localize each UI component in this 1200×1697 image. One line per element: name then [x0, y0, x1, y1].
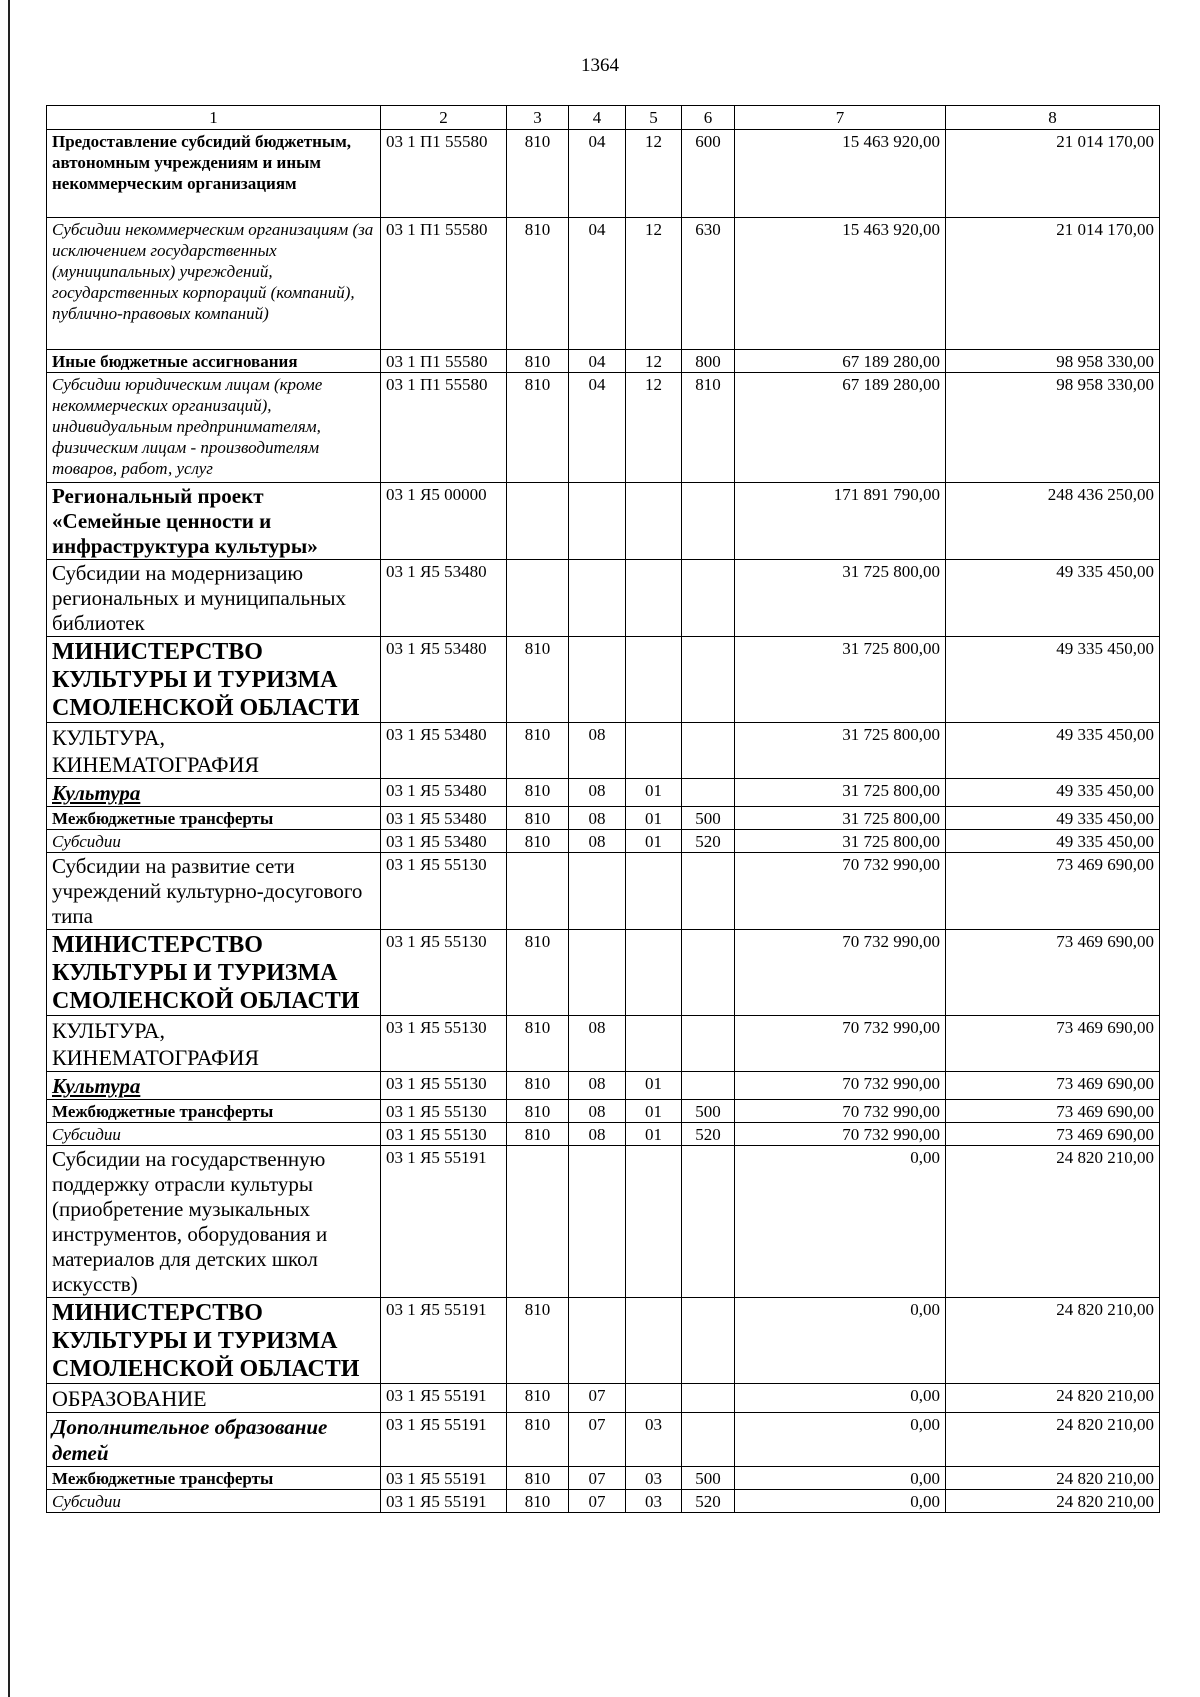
cell-section: 08	[569, 1100, 626, 1123]
cell-section	[569, 483, 626, 560]
cell-section: 07	[569, 1413, 626, 1467]
cell-target-article: 03 1 Я5 55191	[381, 1413, 507, 1467]
cell-name: ОБРАЗОВАНИЕ	[47, 1384, 381, 1413]
cell-grbs: 810	[507, 1016, 569, 1072]
cell-expense-type	[682, 1016, 735, 1072]
cell-amount-year1: 15 463 920,00	[735, 130, 946, 218]
cell-target-article: 03 1 Я5 00000	[381, 483, 507, 560]
cell-section	[569, 930, 626, 1016]
cell-subsection	[626, 1016, 682, 1072]
cell-subsection	[626, 1298, 682, 1384]
cell-name: МИНИСТЕРСТВО КУЛЬТУРЫ И ТУРИЗМА СМОЛЕНСКОЙ ОБЛАСТИ	[47, 637, 381, 723]
cell-subsection	[626, 483, 682, 560]
table-row	[47, 779, 1160, 807]
cell-expense-type: 500	[682, 1100, 735, 1123]
cell-grbs: 810	[507, 1298, 569, 1384]
cell-amount-year1: 31 725 800,00	[735, 779, 946, 807]
cell-name: Межбюджетные трансферты	[47, 1100, 381, 1123]
cell-name: Субсидии на модернизацию региональных и муниципальных библиотек	[47, 560, 381, 637]
cell-grbs: 810	[507, 1123, 569, 1146]
cell-grbs: 810	[507, 930, 569, 1016]
cell-grbs: 810	[507, 130, 569, 218]
cell-subsection: 12	[626, 373, 682, 483]
cell-name: КУЛЬТУРА, КИНЕМАТОГРАФИЯ	[47, 723, 381, 779]
cell-section	[569, 1146, 626, 1298]
cell-target-article: 03 1 Я5 55191	[381, 1146, 507, 1298]
cell-amount-year2: 73 469 690,00	[946, 930, 1160, 1016]
cell-target-article: 03 1 П1 55580	[381, 218, 507, 350]
cell-amount-year2: 24 820 210,00	[946, 1384, 1160, 1413]
cell-amount-year1: 31 725 800,00	[735, 637, 946, 723]
cell-amount-year2: 24 820 210,00	[946, 1490, 1160, 1513]
cell-section: 08	[569, 1072, 626, 1100]
cell-section: 08	[569, 723, 626, 779]
table-row	[47, 350, 1160, 373]
cell-subsection: 12	[626, 350, 682, 373]
cell-grbs: 810	[507, 637, 569, 723]
cell-expense-type: 630	[682, 218, 735, 350]
cell-amount-year1: 70 732 990,00	[735, 1072, 946, 1100]
table-row	[47, 807, 1160, 830]
cell-expense-type: 520	[682, 1123, 735, 1146]
cell-target-article: 03 1 П1 55580	[381, 350, 507, 373]
cell-name: МИНИСТЕРСТВО КУЛЬТУРЫ И ТУРИЗМА СМОЛЕНСКОЙ ОБЛАСТИ	[47, 930, 381, 1016]
cell-amount-year1: 0,00	[735, 1413, 946, 1467]
cell-amount-year2: 49 335 450,00	[946, 560, 1160, 637]
cell-target-article: 03 1 Я5 55130	[381, 1123, 507, 1146]
cell-subsection: 12	[626, 218, 682, 350]
cell-amount-year2: 73 469 690,00	[946, 1072, 1160, 1100]
cell-amount-year2: 49 335 450,00	[946, 779, 1160, 807]
cell-amount-year2: 248 436 250,00	[946, 483, 1160, 560]
cell-name: Региональный проект «Семейные ценности и инфраструктура культуры»	[47, 483, 381, 560]
cell-name: Субсидии	[47, 1123, 381, 1146]
table-row	[47, 1123, 1160, 1146]
cell-section: 08	[569, 779, 626, 807]
col-header: 7	[735, 106, 946, 130]
cell-amount-year1: 70 732 990,00	[735, 1016, 946, 1072]
cell-name: Субсидии на государственную поддержку отрасли культуры (приобретение музыкальных инструментов, оборудования и материалов для детских школ искусств)	[47, 1146, 381, 1298]
cell-grbs	[507, 1146, 569, 1298]
table-row	[47, 483, 1160, 560]
cell-expense-type	[682, 779, 735, 807]
cell-amount-year2: 49 335 450,00	[946, 830, 1160, 853]
cell-grbs: 810	[507, 1100, 569, 1123]
cell-expense-type	[682, 853, 735, 930]
cell-section: 07	[569, 1467, 626, 1490]
cell-section: 04	[569, 130, 626, 218]
cell-section: 08	[569, 807, 626, 830]
cell-amount-year2: 21 014 170,00	[946, 130, 1160, 218]
col-header: 5	[626, 106, 682, 130]
cell-grbs: 810	[507, 1413, 569, 1467]
table-row	[47, 560, 1160, 637]
cell-target-article: 03 1 Я5 55130	[381, 1016, 507, 1072]
table-row	[47, 1100, 1160, 1123]
cell-target-article: 03 1 Я5 53480	[381, 723, 507, 779]
table-row	[47, 1413, 1160, 1467]
cell-subsection	[626, 723, 682, 779]
cell-subsection: 01	[626, 807, 682, 830]
cell-amount-year1: 31 725 800,00	[735, 830, 946, 853]
cell-section: 08	[569, 1016, 626, 1072]
cell-name: КУЛЬТУРА, КИНЕМАТОГРАФИЯ	[47, 1016, 381, 1072]
table-row	[47, 1072, 1160, 1100]
cell-name: Иные бюджетные ассигнования	[47, 350, 381, 373]
cell-grbs: 810	[507, 1384, 569, 1413]
cell-grbs	[507, 560, 569, 637]
cell-subsection: 03	[626, 1467, 682, 1490]
cell-amount-year1: 70 732 990,00	[735, 853, 946, 930]
cell-expense-type	[682, 1413, 735, 1467]
cell-name: МИНИСТЕРСТВО КУЛЬТУРЫ И ТУРИЗМА СМОЛЕНСКОЙ ОБЛАСТИ	[47, 1298, 381, 1384]
cell-expense-type	[682, 930, 735, 1016]
cell-subsection: 01	[626, 1123, 682, 1146]
cell-section	[569, 853, 626, 930]
cell-amount-year2: 49 335 450,00	[946, 807, 1160, 830]
col-header: 2	[381, 106, 507, 130]
cell-expense-type: 600	[682, 130, 735, 218]
cell-subsection: 12	[626, 130, 682, 218]
cell-subsection: 01	[626, 1100, 682, 1123]
cell-subsection	[626, 1384, 682, 1413]
cell-amount-year1: 67 189 280,00	[735, 350, 946, 373]
col-header: 4	[569, 106, 626, 130]
col-header: 6	[682, 106, 735, 130]
cell-expense-type	[682, 723, 735, 779]
cell-name: Предоставление субсидий бюджетным, автономным учреждениям и иным некоммерческим организациям	[47, 130, 381, 218]
table-row	[47, 723, 1160, 779]
cell-grbs: 810	[507, 830, 569, 853]
cell-expense-type	[682, 1384, 735, 1413]
table-row	[47, 1384, 1160, 1413]
table-row	[47, 218, 1160, 350]
cell-subsection: 01	[626, 779, 682, 807]
cell-subsection: 03	[626, 1490, 682, 1513]
cell-subsection: 03	[626, 1413, 682, 1467]
cell-amount-year2: 49 335 450,00	[946, 723, 1160, 779]
cell-subsection	[626, 853, 682, 930]
cell-amount-year1: 70 732 990,00	[735, 1100, 946, 1123]
cell-target-article: 03 1 Я5 55130	[381, 853, 507, 930]
table-row	[47, 930, 1160, 1016]
cell-amount-year1: 67 189 280,00	[735, 373, 946, 483]
cell-name: Субсидии	[47, 830, 381, 853]
col-header: 1	[47, 106, 381, 130]
cell-section	[569, 1298, 626, 1384]
cell-amount-year2: 49 335 450,00	[946, 637, 1160, 723]
page-left-edge	[8, 0, 10, 1697]
cell-name: Дополнительное образование детей	[47, 1413, 381, 1467]
cell-amount-year1: 31 725 800,00	[735, 723, 946, 779]
cell-section: 08	[569, 830, 626, 853]
cell-section	[569, 637, 626, 723]
cell-grbs: 810	[507, 1467, 569, 1490]
cell-amount-year1: 31 725 800,00	[735, 807, 946, 830]
cell-amount-year2: 73 469 690,00	[946, 853, 1160, 930]
cell-section: 07	[569, 1384, 626, 1413]
page-number: 1364	[581, 55, 619, 76]
cell-expense-type: 520	[682, 830, 735, 853]
cell-expense-type	[682, 560, 735, 637]
cell-subsection	[626, 930, 682, 1016]
col-header: 3	[507, 106, 569, 130]
budget-table	[46, 105, 1160, 1513]
cell-expense-type	[682, 1298, 735, 1384]
table-row	[47, 1467, 1160, 1490]
cell-target-article: 03 1 Я5 55191	[381, 1384, 507, 1413]
table-header-row	[47, 106, 1160, 130]
cell-amount-year1: 70 732 990,00	[735, 1123, 946, 1146]
cell-subsection	[626, 637, 682, 723]
cell-target-article: 03 1 Я5 55191	[381, 1490, 507, 1513]
cell-amount-year2: 98 958 330,00	[946, 350, 1160, 373]
cell-target-article: 03 1 Я5 53480	[381, 830, 507, 853]
cell-amount-year2: 73 469 690,00	[946, 1123, 1160, 1146]
cell-name: Культура	[47, 779, 381, 807]
cell-expense-type	[682, 1072, 735, 1100]
table-row	[47, 1298, 1160, 1384]
cell-target-article: 03 1 Я5 55191	[381, 1467, 507, 1490]
cell-subsection: 01	[626, 1072, 682, 1100]
cell-name: Субсидии некоммерческим организациям (за исключением государственных (муниципальных) учреждений, государственных корпораций (компаний), публично-правовых компаний)	[47, 218, 381, 350]
cell-amount-year1: 0,00	[735, 1490, 946, 1513]
cell-subsection: 01	[626, 830, 682, 853]
cell-expense-type: 500	[682, 807, 735, 830]
table-row	[47, 830, 1160, 853]
table-row	[47, 637, 1160, 723]
cell-grbs: 810	[507, 1490, 569, 1513]
cell-expense-type	[682, 483, 735, 560]
cell-target-article: 03 1 Я5 53480	[381, 779, 507, 807]
cell-expense-type: 520	[682, 1490, 735, 1513]
cell-amount-year1: 0,00	[735, 1384, 946, 1413]
cell-amount-year1: 0,00	[735, 1467, 946, 1490]
cell-target-article: 03 1 Я5 53480	[381, 807, 507, 830]
cell-amount-year2: 98 958 330,00	[946, 373, 1160, 483]
cell-amount-year2: 73 469 690,00	[946, 1100, 1160, 1123]
cell-grbs: 810	[507, 218, 569, 350]
cell-subsection	[626, 1146, 682, 1298]
col-header: 8	[946, 106, 1160, 130]
cell-amount-year2: 24 820 210,00	[946, 1146, 1160, 1298]
cell-section: 07	[569, 1490, 626, 1513]
cell-name: Межбюджетные трансферты	[47, 1467, 381, 1490]
cell-target-article: 03 1 П1 55580	[381, 373, 507, 483]
cell-section: 04	[569, 373, 626, 483]
cell-amount-year2: 73 469 690,00	[946, 1016, 1160, 1072]
cell-section	[569, 560, 626, 637]
cell-amount-year1: 0,00	[735, 1146, 946, 1298]
cell-grbs: 810	[507, 350, 569, 373]
cell-name: Межбюджетные трансферты	[47, 807, 381, 830]
cell-grbs: 810	[507, 1072, 569, 1100]
cell-target-article: 03 1 Я5 55130	[381, 1072, 507, 1100]
table-row	[47, 1016, 1160, 1072]
cell-amount-year1: 171 891 790,00	[735, 483, 946, 560]
cell-target-article: 03 1 Я5 55130	[381, 1100, 507, 1123]
cell-grbs: 810	[507, 807, 569, 830]
cell-amount-year1: 70 732 990,00	[735, 930, 946, 1016]
cell-expense-type: 500	[682, 1467, 735, 1490]
cell-expense-type: 810	[682, 373, 735, 483]
cell-name: Субсидии юридическим лицам (кроме некоммерческих организаций), индивидуальным предпринимателям, физическим лицам - производителям товаров, работ, услуг	[47, 373, 381, 483]
cell-name: Субсидии	[47, 1490, 381, 1513]
cell-target-article: 03 1 Я5 55130	[381, 930, 507, 1016]
cell-amount-year1: 15 463 920,00	[735, 218, 946, 350]
table-row	[47, 373, 1160, 483]
cell-amount-year2: 24 820 210,00	[946, 1413, 1160, 1467]
cell-target-article: 03 1 П1 55580	[381, 130, 507, 218]
cell-grbs	[507, 483, 569, 560]
cell-expense-type: 800	[682, 350, 735, 373]
cell-name: Культура	[47, 1072, 381, 1100]
cell-grbs: 810	[507, 373, 569, 483]
table-row	[47, 130, 1160, 218]
cell-expense-type	[682, 1146, 735, 1298]
table-row	[47, 853, 1160, 930]
table-row	[47, 1146, 1160, 1298]
cell-expense-type	[682, 637, 735, 723]
cell-target-article: 03 1 Я5 53480	[381, 560, 507, 637]
cell-grbs: 810	[507, 779, 569, 807]
cell-name: Субсидии на развитие сети учреждений культурно-досугового типа	[47, 853, 381, 930]
cell-grbs	[507, 853, 569, 930]
cell-subsection	[626, 560, 682, 637]
cell-target-article: 03 1 Я5 55191	[381, 1298, 507, 1384]
cell-amount-year1: 31 725 800,00	[735, 560, 946, 637]
cell-section: 08	[569, 1123, 626, 1146]
cell-amount-year1: 0,00	[735, 1298, 946, 1384]
cell-target-article: 03 1 Я5 53480	[381, 637, 507, 723]
cell-amount-year2: 24 820 210,00	[946, 1298, 1160, 1384]
cell-section: 04	[569, 218, 626, 350]
cell-section: 04	[569, 350, 626, 373]
cell-amount-year2: 21 014 170,00	[946, 218, 1160, 350]
cell-grbs: 810	[507, 723, 569, 779]
cell-amount-year2: 24 820 210,00	[946, 1467, 1160, 1490]
table-row	[47, 1490, 1160, 1513]
